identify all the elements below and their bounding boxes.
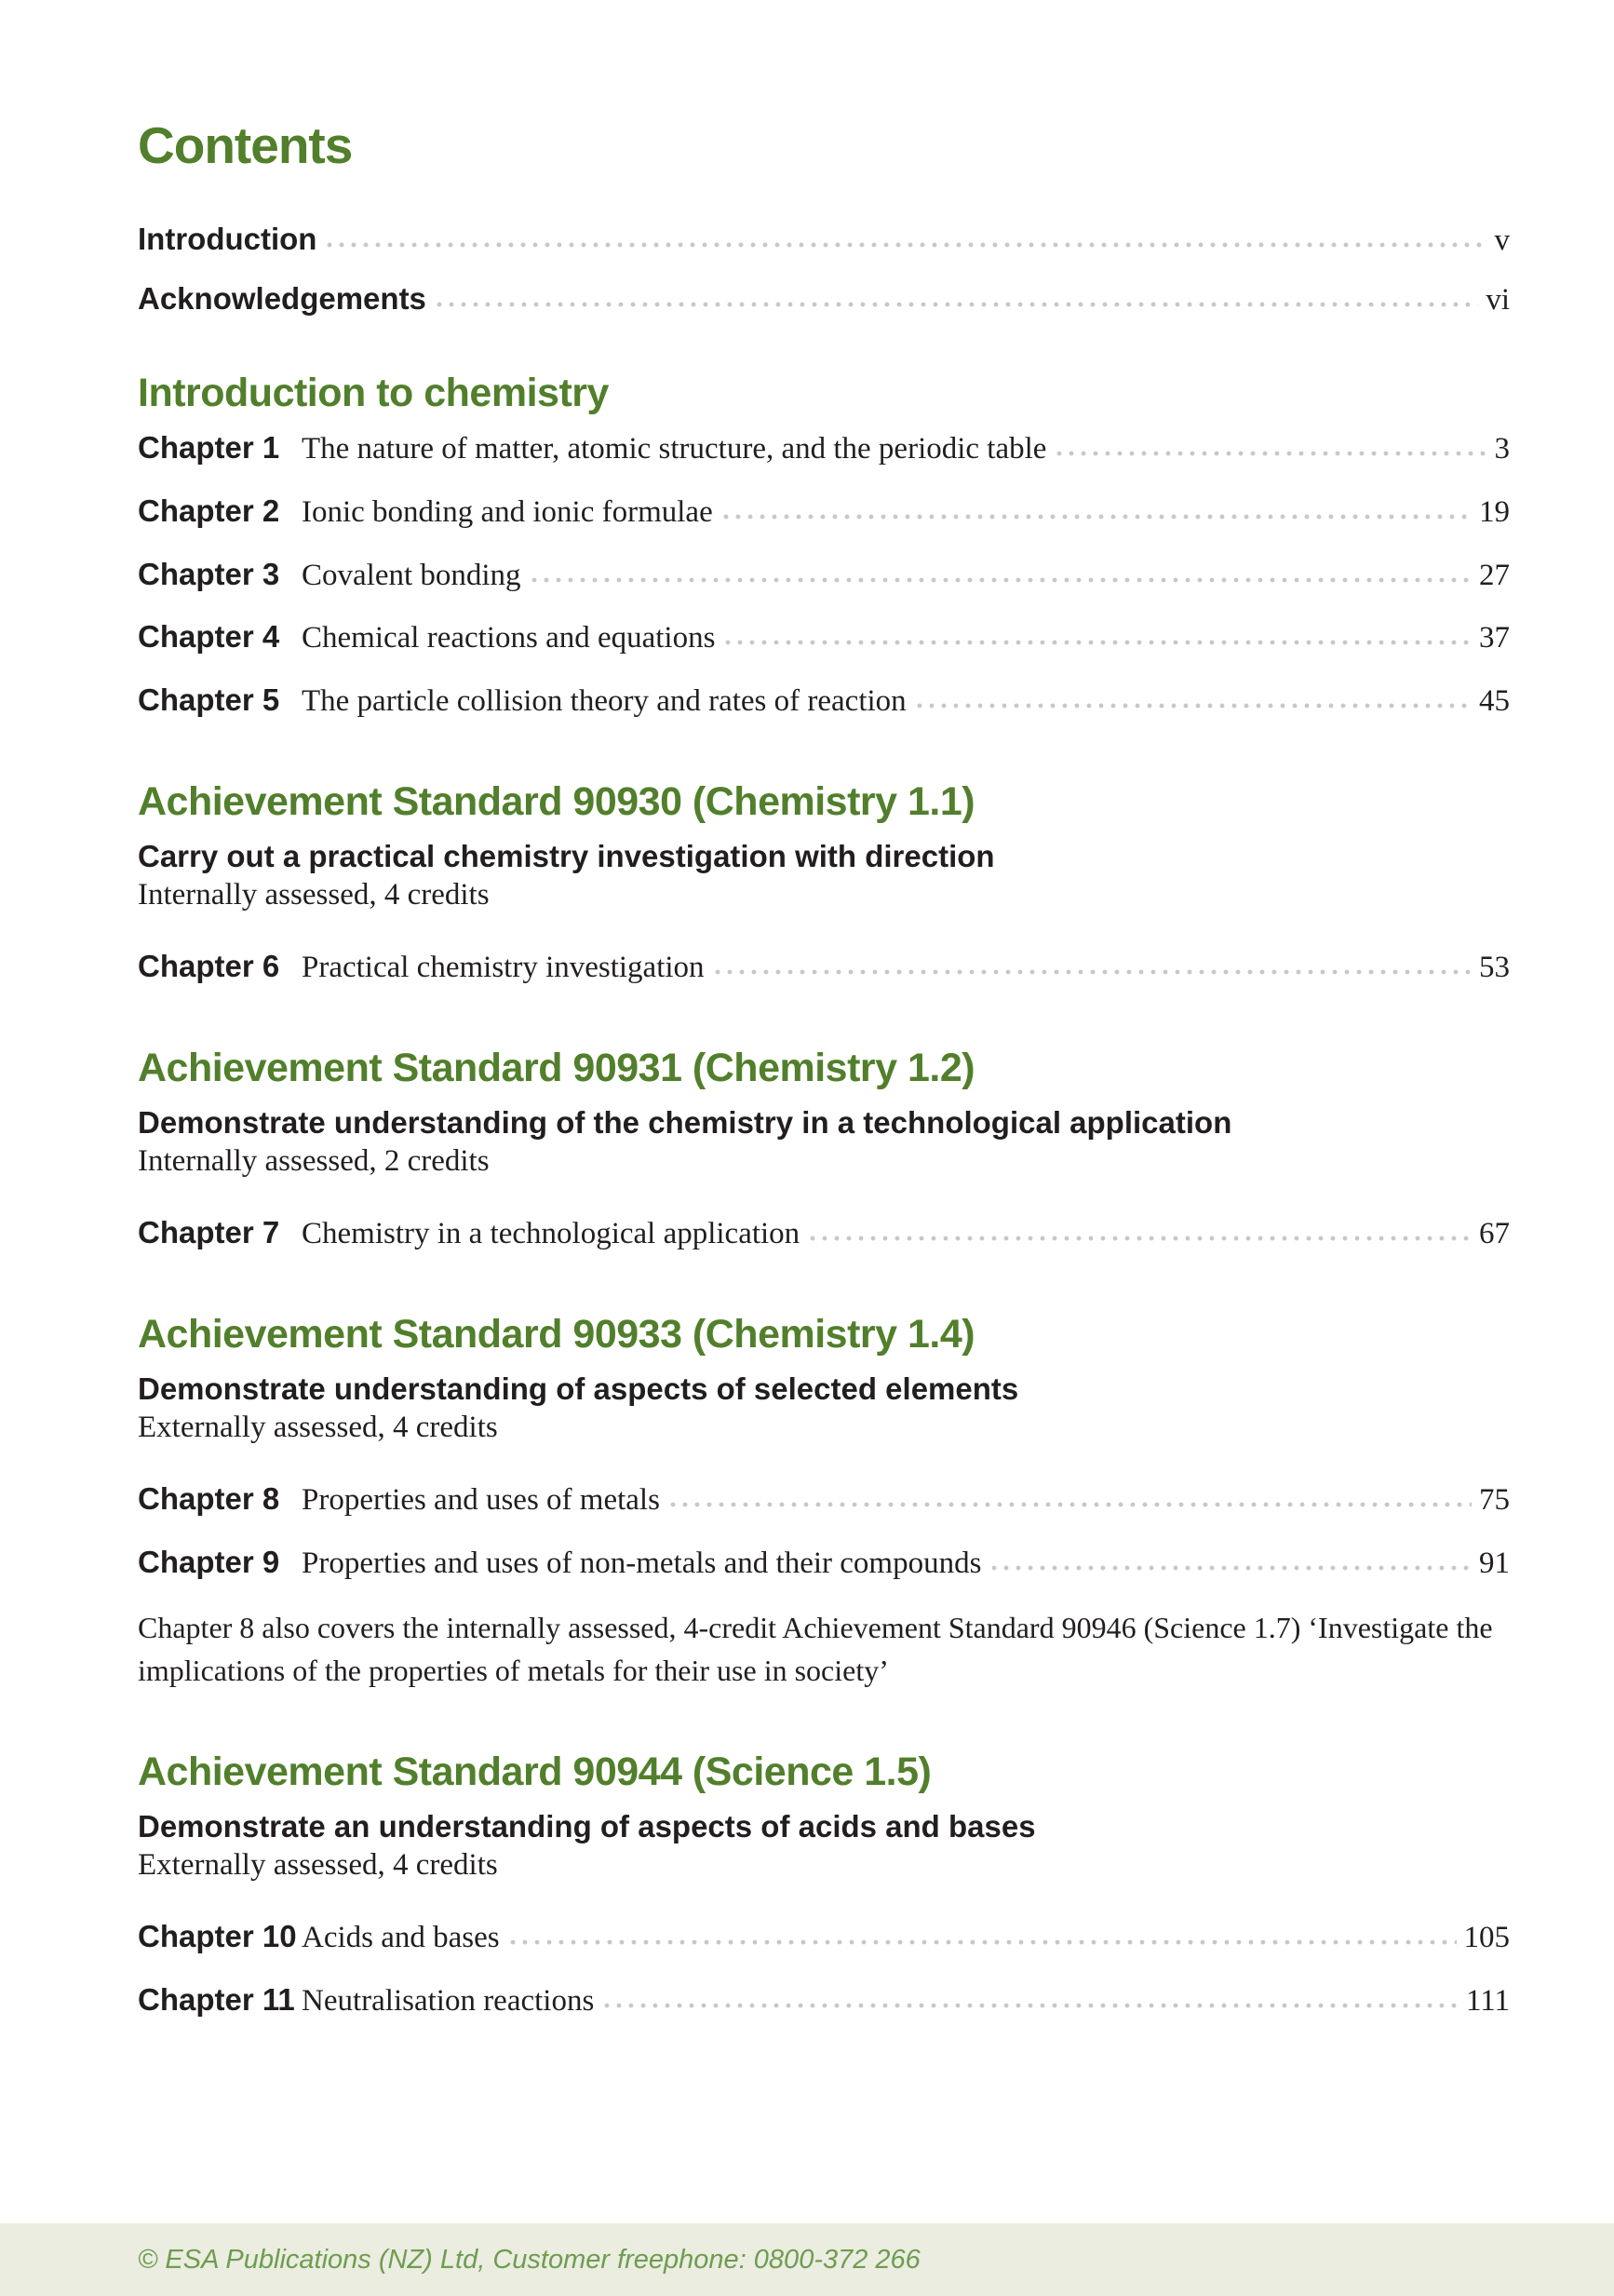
dot-leader	[669, 1501, 1472, 1509]
page-number: 111	[1465, 1983, 1510, 2018]
section-as-90930	[138, 779, 1510, 988]
chapter-label: Chapter 10	[138, 1918, 297, 1953]
page-number: 91	[1479, 1546, 1510, 1580]
dot-leader	[531, 576, 1472, 585]
page-number: 45	[1479, 684, 1510, 719]
front-matter-label: Acknowledgements	[138, 280, 426, 316]
chapter-row	[138, 1917, 1510, 1958]
chapter-row	[138, 1543, 1510, 1584]
chapter-title: Ionic bonding and ionic formulae	[302, 494, 713, 529]
front-matter-label: Introduction	[138, 221, 317, 256]
section-description: Demonstrate an understanding of aspects of acids and bases	[138, 1809, 1036, 1844]
footer-bar	[0, 2223, 1614, 2296]
chapter-title: Properties and uses of non-metals and their compounds	[302, 1546, 982, 1580]
chapter-label: Chapter 6	[138, 949, 280, 984]
section-description: Carry out a practical chemistry investigation with direction	[138, 839, 995, 874]
dot-leader	[603, 2002, 1459, 2010]
page-number: 27	[1479, 558, 1510, 592]
dot-leader	[436, 301, 1478, 309]
dot-leader	[714, 968, 1472, 977]
page-number: 53	[1479, 951, 1510, 985]
section-heading: Achievement Standard 90933 (Chemistry 1.4)	[138, 1312, 975, 1357]
chapter-label: Chapter 11	[138, 1981, 295, 2017]
dot-leader	[990, 1564, 1472, 1573]
chapter-row	[138, 1479, 1510, 1520]
section-introduction-to-chemistry	[138, 371, 1510, 723]
page-number: vi	[1486, 282, 1510, 317]
section-heading: Introduction to chemistry	[138, 370, 609, 415]
chapter-title: The particle collision theory and rates of reaction	[302, 684, 907, 719]
page-number: v	[1494, 223, 1510, 257]
front-matter-row	[138, 220, 1510, 261]
chapter-label: Chapter 7	[138, 1215, 280, 1250]
page-number: 37	[1479, 621, 1510, 655]
section-heading: Achievement Standard 90931 (Chemistry 1.2)	[138, 1046, 975, 1091]
section-as-90933	[138, 1312, 1510, 1692]
chapter-row	[138, 617, 1510, 658]
chapter-row	[138, 428, 1510, 469]
section-heading: Achievement Standard 90930 (Chemistry 1.1)	[138, 779, 975, 825]
chapter-label: Chapter 3	[138, 556, 280, 591]
chapter-title: Practical chemistry investigation	[302, 951, 705, 985]
chapter-title: The nature of matter, atomic structure, and the periodic table	[302, 431, 1047, 466]
chapter-title: Acids and bases	[302, 1920, 500, 1954]
front-matter-list	[138, 220, 1510, 320]
section-heading: Achievement Standard 90944 (Science 1.5)	[138, 1749, 932, 1794]
dot-leader	[509, 1938, 1457, 1947]
chapter-row	[138, 492, 1510, 533]
page-number: 105	[1463, 1920, 1510, 1954]
chapter-label: Chapter 4	[138, 619, 280, 655]
chapter-title: Chemical reactions and equations	[302, 621, 716, 655]
chapter-row	[138, 1213, 1510, 1254]
front-matter-row	[138, 279, 1510, 320]
chapter-row	[138, 1980, 1510, 2021]
chapter-row	[138, 947, 1510, 988]
dot-leader	[1056, 450, 1486, 458]
chapter-label: Chapter 9	[138, 1544, 280, 1579]
page-number: 67	[1479, 1217, 1510, 1251]
chapter-row	[138, 681, 1510, 722]
page-number: 19	[1479, 494, 1510, 529]
chapter-title: Chemistry in a technological application	[302, 1217, 800, 1251]
chapter-title: Properties and uses of metals	[302, 1482, 660, 1517]
chapter-title: Neutralisation reactions	[302, 1983, 595, 2018]
section-description: Demonstrate understanding of the chemistry in a technological application	[138, 1105, 1232, 1141]
chapter-title: Covalent bonding	[302, 558, 521, 592]
dot-leader	[326, 241, 1486, 250]
chapter-label: Chapter 8	[138, 1480, 280, 1516]
footer-copyright-text: © ESA Publications (NZ) Ltd, Customer freephone: 0800-372 266	[138, 2244, 921, 2275]
page-title: Contents	[138, 116, 353, 174]
section-as-90931	[138, 1046, 1510, 1254]
page-number: 3	[1494, 431, 1510, 466]
dot-leader	[916, 702, 1472, 710]
section-assessment: Externally assessed, 4 credits	[138, 1848, 498, 1882]
section-as-90944	[138, 1749, 1510, 2021]
chapter-label: Chapter 2	[138, 493, 280, 528]
page-number: 75	[1479, 1482, 1510, 1517]
section-description: Demonstrate understanding of aspects of selected elements	[138, 1371, 1019, 1407]
section-assessment: Internally assessed, 4 credits	[138, 878, 490, 912]
chapter-row	[138, 555, 1510, 596]
dot-leader	[722, 513, 1472, 521]
section-assessment: Externally assessed, 4 credits	[138, 1411, 498, 1445]
section-assessment: Internally assessed, 2 credits	[138, 1144, 490, 1179]
dot-leader	[809, 1235, 1472, 1243]
chapter-label: Chapter 5	[138, 682, 280, 718]
section-note: Chapter 8 also covers the internally assessed, 4-credit Achievement Standard 90946 (Science 1.7) ‘Investigate the implications of the properties of metals for their use in society’	[138, 1610, 1493, 1687]
chapter-label: Chapter 1	[138, 429, 280, 465]
dot-leader	[724, 639, 1472, 647]
